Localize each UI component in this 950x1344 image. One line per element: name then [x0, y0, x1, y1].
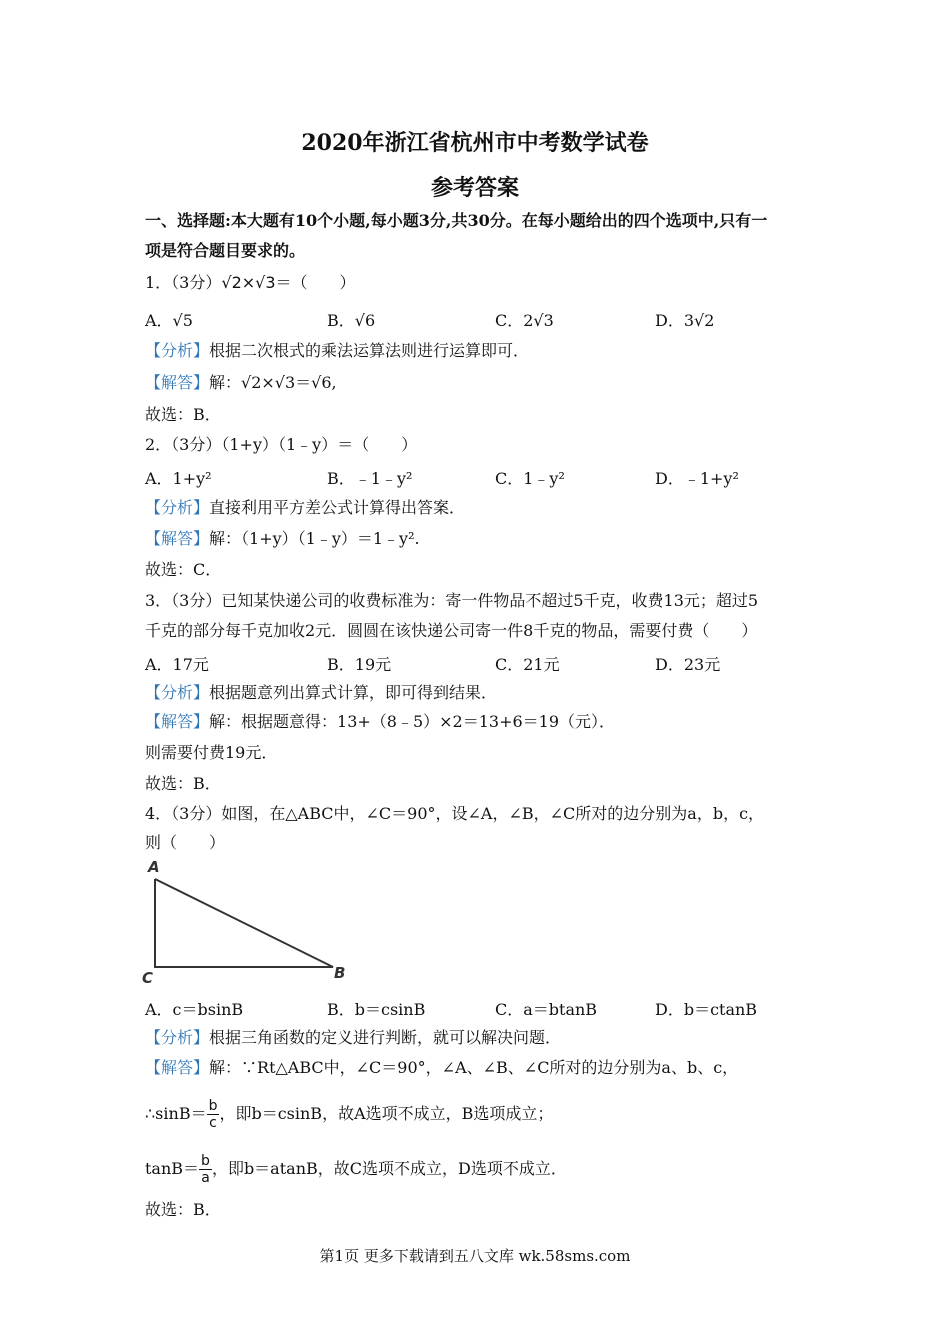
q4-answer	[145, 1057, 738, 1079]
page-title: 2020年浙江省杭州市中考数学试卷	[301, 130, 649, 156]
q3-answer-line2: 则需要付费19元．	[145, 743, 278, 762]
analysis-tag: 【分析】	[145, 1028, 210, 1047]
q3-option-a: A．17元	[145, 655, 209, 674]
analysis-tag: 【分析】	[145, 341, 210, 360]
q1-option-b: B．√6	[327, 311, 376, 330]
q4-option-b: B．b＝csinB	[327, 1000, 426, 1019]
q1-option-c: C．2√3	[495, 311, 554, 330]
q3-option-b: B．19元	[327, 655, 392, 674]
q1-option-a: A．√5	[145, 311, 193, 330]
q4-tan-prefix: tanB＝	[145, 1159, 200, 1178]
q2-option-c: C．1﹣y²	[495, 469, 565, 488]
answer-tag: 【解答】	[145, 529, 210, 548]
q1-answer-text: 解：√2×√3＝√6,	[209, 373, 337, 392]
q4-analysis-text: 根据三角函数的定义进行判断，就可以解决问题．	[209, 1028, 562, 1047]
q2-answer-text: 解：（1+y）（1﹣y）＝1﹣y².	[209, 529, 420, 548]
q2-answer	[145, 528, 420, 550]
q4-tan-line	[145, 1151, 567, 1187]
q2-choice: 故选：C．	[145, 560, 222, 579]
q1-analysis-text: 根据二次根式的乘法运算法则进行运算即可．	[209, 341, 530, 360]
q3-option-c: C．21元	[495, 655, 560, 674]
q4-analysis	[145, 1027, 561, 1049]
q4-option-c: C．a＝btanB	[495, 1000, 598, 1019]
q2-option-a: A．1+y²	[145, 469, 212, 488]
q3-analysis	[145, 682, 497, 704]
q1-analysis	[145, 340, 529, 362]
tan-numerator: b	[201, 1153, 210, 1169]
triangle-outline	[155, 879, 333, 967]
answer-tag: 【解答】	[145, 1058, 210, 1077]
q3-stem-line2: 千克的部分每千克加收2元．圆圆在该快递公司寄一件8千克的物品，需要付费（ ）	[145, 621, 758, 640]
vertex-label-a: A	[148, 858, 160, 876]
q3-choice: 故选：B．	[145, 774, 221, 793]
section-heading-line2: 项是符合题目要求的。	[145, 241, 306, 260]
q2-analysis	[145, 497, 465, 519]
q1-option-d: D．3√2	[655, 311, 715, 330]
vertex-label-b: B	[334, 964, 346, 982]
q4-stem-line2: 则（ ）	[145, 833, 226, 852]
q2-stem: 2．（3分）（1+y）（1﹣y）＝（ ）	[145, 435, 418, 454]
page-footer: 第1页 更多下载请到五八文库 wk.58sms.com	[319, 1247, 631, 1265]
q4-option-d: D．b＝ctanB	[655, 1000, 758, 1019]
q1-stem-suffix: ＝（ ）	[275, 273, 356, 292]
q2-option-d: D．﹣1+y²	[655, 469, 739, 488]
q1-stem-prefix: 1．（3分）	[145, 273, 222, 292]
q4-sin-prefix: ∴sinB＝	[145, 1104, 207, 1123]
q3-answer	[145, 711, 615, 733]
analysis-tag: 【分析】	[145, 498, 210, 517]
q2-option-b: B．﹣1﹣y²	[327, 469, 413, 488]
q1-choice: 故选：B．	[145, 405, 221, 424]
answer-tag: 【解答】	[145, 712, 210, 731]
answer-tag: 【解答】	[145, 373, 210, 392]
q4-sin-suffix: ，即b＝csinB，故A选项不成立，B选项成立；	[219, 1104, 554, 1123]
right-triangle-figure	[138, 855, 353, 987]
sin-fraction	[207, 1098, 220, 1131]
q1-stem	[145, 272, 356, 294]
q4-stem-line1: 4．（3分）如图，在△ABC中，∠C＝90°，设∠A，∠B，∠C所对的边分别为a，b，c，	[145, 804, 765, 823]
sin-numerator: b	[208, 1098, 218, 1114]
page-subtitle: 参考答案	[430, 175, 519, 201]
q3-option-d: D．23元	[655, 655, 721, 674]
tan-denominator: a	[201, 1170, 210, 1186]
q4-option-a: A．c＝bsinB	[145, 1000, 244, 1019]
q3-answer-text: 解：根据题意得：13+（8﹣5）×2＝13+6＝19（元）．	[209, 712, 616, 731]
q4-answer-text: 解：∵Rt△ABC中，∠C＝90°，∠A、∠B、∠C所对的边分别为a、b、c，	[209, 1058, 739, 1077]
sin-denominator: c	[209, 1115, 217, 1131]
analysis-tag: 【分析】	[145, 683, 210, 702]
q1-expression: √2×√3	[221, 273, 276, 292]
q4-tan-suffix: ，即b＝atanB，故C选项不成立，D选项不成立．	[211, 1159, 567, 1178]
vertex-label-c: C	[142, 969, 154, 987]
q2-analysis-text: 直接利用平方差公式计算得出答案．	[209, 498, 466, 517]
q3-analysis-text: 根据题意列出算式计算，即可得到结果．	[209, 683, 498, 702]
section-heading-line1: 一、选择题:本大题有10个小题,每小题3分,共30分。在每小题给出的四个选项中,只有一	[145, 211, 768, 230]
q3-stem-line1: 3．（3分）已知某快递公司的收费标准为：寄一件物品不超过5千克，收费13元；超过5	[145, 591, 759, 610]
q4-choice: 故选：B．	[145, 1200, 221, 1219]
q4-sin-line	[145, 1096, 553, 1132]
tan-fraction	[199, 1153, 212, 1186]
q1-answer	[145, 372, 337, 394]
